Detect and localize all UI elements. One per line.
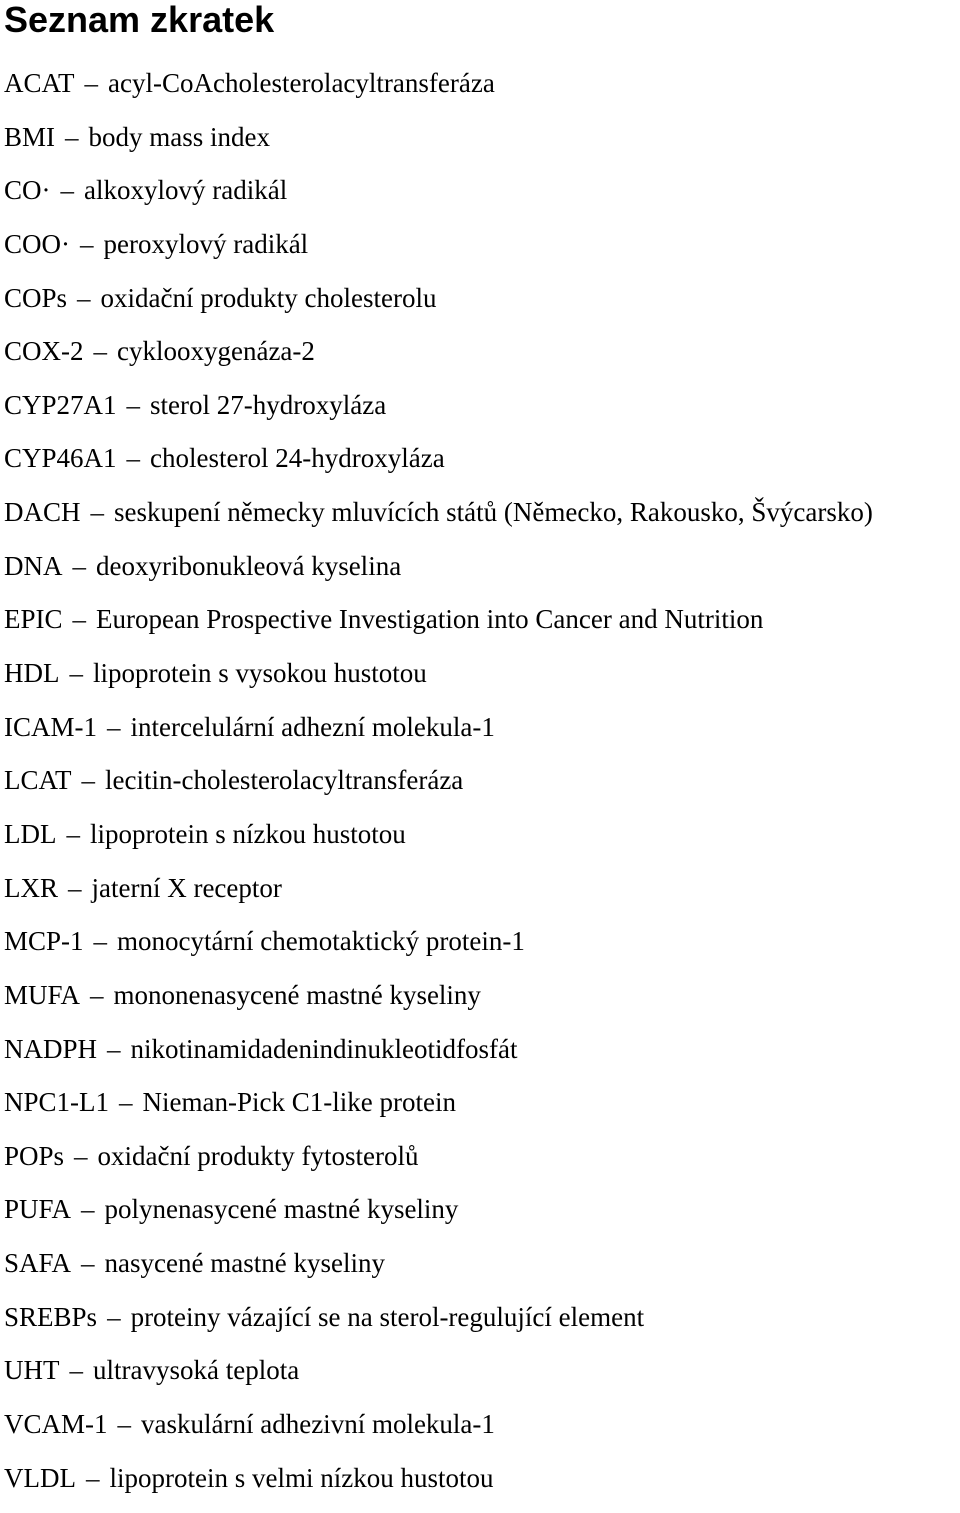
separator-dash: – bbox=[90, 497, 105, 528]
separator-dash: – bbox=[93, 336, 107, 367]
abbreviation-term: LDL bbox=[4, 818, 57, 849]
abbreviation-row bbox=[4, 1138, 873, 1192]
abbreviation-term: ACAT bbox=[4, 68, 75, 98]
abbreviation-definition: proteiny vázající se na sterol-regulující element bbox=[130, 1301, 645, 1332]
abbreviation-row bbox=[4, 494, 873, 548]
abbreviation-definition: acyl-CoAcholesterolacyltransferáza bbox=[108, 68, 495, 98]
abbreviation-term: DNA bbox=[4, 550, 63, 581]
separator-dash: – bbox=[60, 175, 74, 206]
abbreviation-row bbox=[4, 548, 873, 602]
abbreviation-term: VCAM-1 bbox=[4, 1409, 108, 1440]
separator-dash: – bbox=[68, 872, 82, 903]
abbreviation-row bbox=[4, 1352, 873, 1406]
abbreviation-definition: monocytární chemotaktický protein-1 bbox=[117, 926, 525, 957]
separator-dash: – bbox=[81, 1194, 95, 1225]
abbreviation-definition: jaterní X receptor bbox=[91, 872, 282, 903]
abbreviation-definition: Nieman-Pick C1-like protein bbox=[142, 1087, 456, 1118]
separator-dash: – bbox=[126, 443, 141, 474]
separator-dash: – bbox=[66, 818, 80, 849]
abbreviation-definition: lipoprotein s vysokou hustotou bbox=[93, 658, 427, 689]
abbreviation-list bbox=[4, 65, 873, 1513]
abbreviation-term: CYP46A1 bbox=[4, 443, 117, 474]
abbreviation-row bbox=[4, 1084, 873, 1138]
abbreviation-term: NADPH bbox=[4, 1033, 98, 1064]
abbreviation-definition: body mass index bbox=[88, 121, 271, 152]
abbreviation-definition: cyklooxygenáza-2 bbox=[117, 336, 315, 367]
abbreviation-term: HDL bbox=[4, 658, 60, 689]
abbreviation-term: POPs bbox=[4, 1140, 65, 1171]
abbreviation-row bbox=[4, 709, 873, 763]
separator-dash: – bbox=[74, 1140, 88, 1171]
abbreviation-definition: European Prospective Investigation into Cancer and Nutrition bbox=[96, 604, 764, 635]
abbreviation-row bbox=[4, 1191, 873, 1245]
abbreviation-definition: lecitin-cholesterolacyltransferáza bbox=[105, 765, 464, 796]
separator-dash: – bbox=[85, 1462, 100, 1493]
abbreviation-row bbox=[4, 65, 873, 119]
abbreviation-definition: intercelulární adhezní molekula-1 bbox=[130, 711, 495, 742]
abbreviation-definition: sterol 27-hydroxyláza bbox=[150, 389, 387, 420]
abbreviation-term: COX-2 bbox=[4, 336, 84, 367]
abbreviation-term: MCP-1 bbox=[4, 926, 84, 957]
abbreviation-term: NPC1-L1 bbox=[4, 1087, 110, 1118]
abbreviation-term: VLDL bbox=[4, 1462, 76, 1493]
abbreviation-definition: ultravysoká teplota bbox=[93, 1355, 300, 1386]
separator-dash: – bbox=[65, 121, 79, 152]
abbreviation-row bbox=[4, 119, 873, 173]
abbreviation-definition: lipoprotein s nízkou hustotou bbox=[89, 818, 406, 849]
abbreviation-term: SAFA bbox=[4, 1248, 72, 1279]
separator-dash: – bbox=[117, 1409, 132, 1440]
abbreviation-row bbox=[4, 333, 873, 387]
abbreviation-row bbox=[4, 1406, 873, 1460]
separator-dash: – bbox=[107, 1301, 121, 1332]
abbreviation-row bbox=[4, 816, 873, 870]
abbreviation-definition: mononenasycené mastné kyseliny bbox=[113, 979, 481, 1010]
page-title: Seznam zkratek bbox=[4, 0, 275, 40]
abbreviation-row bbox=[4, 226, 873, 280]
separator-dash: – bbox=[93, 926, 108, 957]
abbreviation-definition: vaskulární adhezivní molekula-1 bbox=[141, 1409, 495, 1440]
abbreviation-definition: lipoprotein s velmi nízkou hustotou bbox=[109, 1462, 494, 1493]
abbreviation-row bbox=[4, 172, 873, 226]
abbreviation-term: EPIC bbox=[4, 604, 63, 635]
abbreviation-term: LCAT bbox=[4, 765, 72, 796]
abbreviation-definition: peroxylový radikál bbox=[103, 228, 309, 259]
abbreviation-definition: alkoxylový radikál bbox=[84, 175, 288, 206]
abbreviation-definition: nikotinamidadenindinukleotidfosfát bbox=[130, 1033, 518, 1064]
abbreviation-term: CYP27A1 bbox=[4, 389, 117, 420]
abbreviation-row bbox=[4, 977, 873, 1031]
abbreviation-term: SREBPs bbox=[4, 1301, 98, 1332]
abbreviation-row bbox=[4, 1460, 873, 1513]
abbreviation-term: MUFA bbox=[4, 979, 81, 1010]
abbreviation-definition: deoxyribonukleová kyselina bbox=[96, 550, 402, 581]
abbreviation-term: BMI bbox=[4, 121, 56, 152]
abbreviation-row bbox=[4, 1245, 873, 1299]
abbreviation-row bbox=[4, 387, 873, 441]
abbreviation-row bbox=[4, 601, 873, 655]
abbreviation-row bbox=[4, 280, 873, 334]
abbreviation-row bbox=[4, 870, 873, 924]
abbreviation-term: PUFA bbox=[4, 1194, 72, 1225]
abbreviation-row bbox=[4, 1031, 873, 1085]
abbreviation-term: ICAM-1 bbox=[4, 711, 97, 742]
abbreviation-term: CO· bbox=[4, 175, 51, 206]
abbreviation-definition: seskupení německy mluvících států (Německo, Rakousko, Švýcarsko) bbox=[114, 497, 873, 528]
abbreviation-row bbox=[4, 1299, 873, 1353]
abbreviation-row bbox=[4, 655, 873, 709]
abbreviation-term: DACH bbox=[4, 497, 81, 528]
separator-dash: – bbox=[84, 68, 99, 98]
abbreviation-term: LXR bbox=[4, 872, 58, 903]
abbreviation-row bbox=[4, 923, 873, 977]
abbreviation-definition: nasycené mastné kyseliny bbox=[104, 1248, 385, 1279]
separator-dash: – bbox=[107, 1033, 121, 1064]
abbreviation-term: COO· bbox=[4, 228, 70, 259]
separator-dash: – bbox=[77, 282, 91, 313]
abbreviation-definition: oxidační produkty cholesterolu bbox=[100, 282, 437, 313]
separator-dash: – bbox=[107, 711, 121, 742]
abbreviation-term: COPs bbox=[4, 282, 68, 313]
separator-dash: – bbox=[119, 1087, 133, 1118]
separator-dash: – bbox=[72, 604, 87, 635]
separator-dash: – bbox=[72, 550, 86, 581]
abbreviation-definition: cholesterol 24-hydroxyláza bbox=[150, 443, 445, 474]
separator-dash: – bbox=[69, 658, 83, 689]
abbreviation-term: UHT bbox=[4, 1355, 60, 1386]
abbreviation-row bbox=[4, 762, 873, 816]
separator-dash: – bbox=[80, 228, 94, 259]
separator-dash: – bbox=[126, 389, 141, 420]
abbreviation-definition: oxidační produkty fytosterolů bbox=[97, 1140, 419, 1171]
separator-dash: – bbox=[69, 1355, 83, 1386]
separator-dash: – bbox=[81, 1248, 95, 1279]
separator-dash: – bbox=[81, 765, 95, 796]
separator-dash: – bbox=[90, 979, 104, 1010]
abbreviation-row bbox=[4, 440, 873, 494]
abbreviation-definition: polynenasycené mastné kyseliny bbox=[104, 1194, 459, 1225]
